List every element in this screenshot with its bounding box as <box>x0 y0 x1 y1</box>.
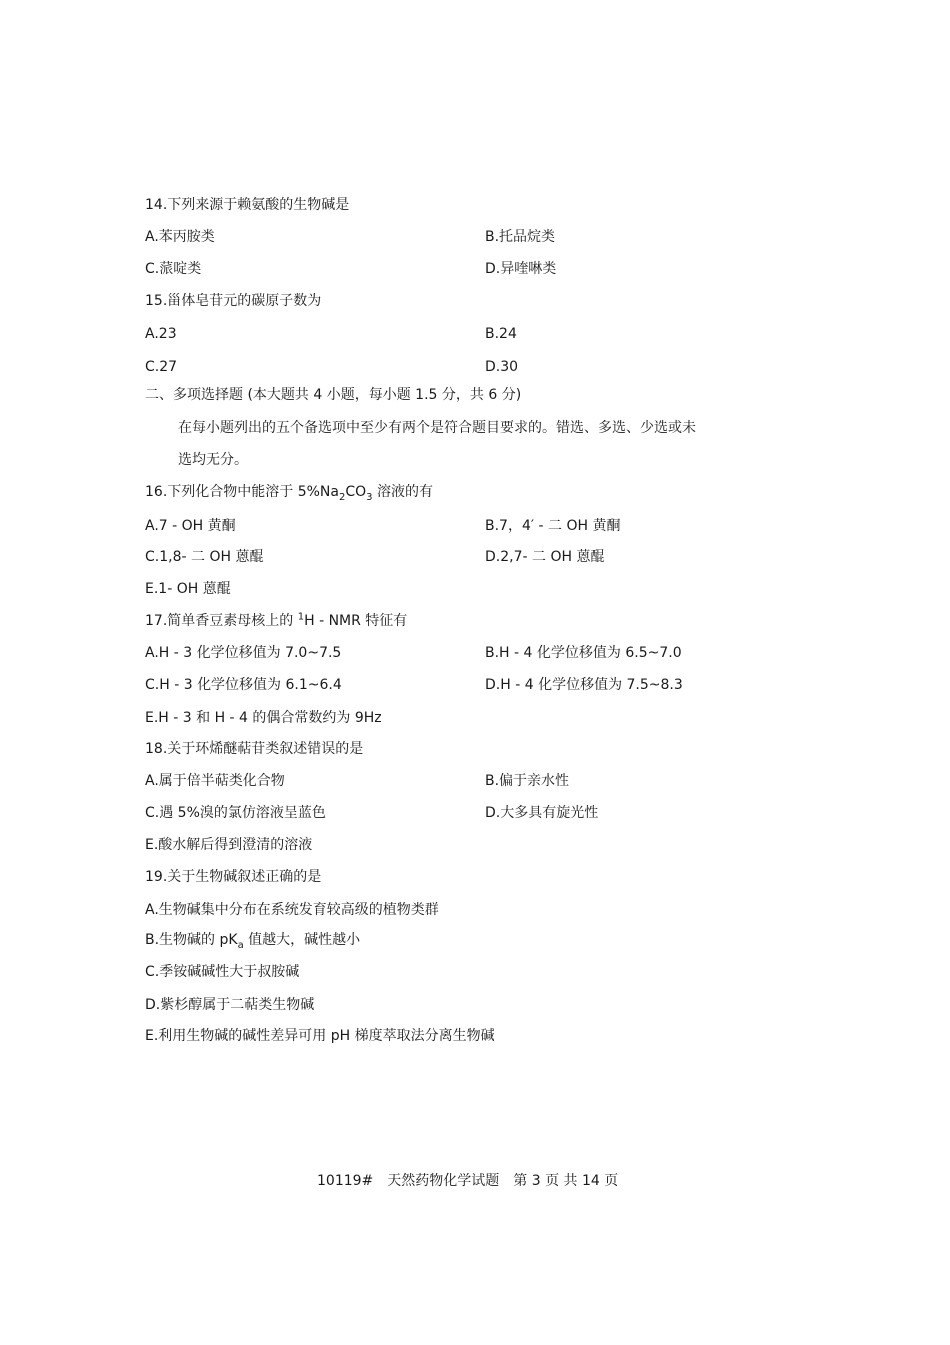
q18-option-a: A.属于倍半萜类化合物 <box>145 773 285 789</box>
q19-option-b-pre: B.生物碱的 pK <box>145 932 238 948</box>
q17-option-d: D.H - 4 化学位移值为 7.5~8.3 <box>485 677 683 693</box>
footer-code: 10119# <box>317 1173 374 1189</box>
q17-stem <box>145 612 407 630</box>
q15-option-c: C.27 <box>145 359 178 375</box>
q16-stem <box>145 483 433 501</box>
q17-option-b: B.H - 4 化学位移值为 6.5~7.0 <box>485 645 682 661</box>
q19-option-c: C.季铵碱碱性大于叔胺碱 <box>145 964 300 980</box>
q19-subscript-a: a <box>237 939 244 951</box>
q17-stem-pre: 17.简单香豆素母核上的 <box>145 613 298 629</box>
q19-option-a: A.生物碱集中分布在系统发育较高级的植物类群 <box>145 902 439 918</box>
footer-page-number: 第 3 页 共 14 页 <box>513 1173 619 1189</box>
q17-option-c: C.H - 3 化学位移值为 6.1~6.4 <box>145 677 342 693</box>
q18-option-e: E.酸水解后得到澄清的溶液 <box>145 837 313 853</box>
q14-option-d: D.异喹啉类 <box>485 261 557 277</box>
q16-stem-post: 溶液的有 <box>372 484 433 500</box>
q15-option-a: A.23 <box>145 326 177 342</box>
q16-stem-mid: CO <box>345 484 367 500</box>
q15-option-b: B.24 <box>485 326 517 342</box>
q15-option-d: D.30 <box>485 359 519 375</box>
q19-option-e: E.利用生物碱的碱性差异可用 pH 梯度萃取法分离生物碱 <box>145 1028 495 1044</box>
q16-subscript-3: 3 <box>366 491 373 503</box>
q16-option-e: E.1- OH 蒽醌 <box>145 581 231 597</box>
section2-instruction-line2: 选均无分。 <box>178 452 248 468</box>
q14-option-b: B.托品烷类 <box>485 229 556 245</box>
section2-title: 二、多项选择题 (本大题共 4 小题，每小题 1.5 分，共 6 分) <box>145 387 522 403</box>
q18-option-b: B.偏于亲水性 <box>485 773 570 789</box>
q16-subscript-2: 2 <box>338 491 346 503</box>
q19-stem: 19.关于生物碱叙述正确的是 <box>145 869 322 885</box>
q16-stem-pre: 16.下列化合物中能溶于 5%Na <box>145 484 339 500</box>
q17-stem-post: H - NMR 特征有 <box>304 613 408 629</box>
q18-stem: 18.关于环烯醚萜苷类叙述错误的是 <box>145 741 364 757</box>
q16-option-b: B.7，4′ - 二 OH 黄酮 <box>485 518 621 534</box>
page-footer <box>317 1170 618 1190</box>
q15-stem: 15.甾体皂苷元的碳原子数为 <box>145 293 322 309</box>
q14-option-c: C.蒎啶类 <box>145 261 202 277</box>
q16-option-d: D.2,7- 二 OH 蒽醌 <box>485 549 605 565</box>
q19-option-b <box>145 931 360 949</box>
q17-superscript: 1 <box>297 611 305 623</box>
q18-option-d: D.大多具有旋光性 <box>485 805 599 821</box>
section2-instruction-line1: 在每小题列出的五个备选项中至少有两个是符合题目要求的。错选、多选、少选或未 <box>178 420 696 436</box>
footer-title: 天然药物化学试题 <box>387 1173 500 1189</box>
q14-option-a: A.苯丙胺类 <box>145 229 215 245</box>
q18-option-c: C.遇 5%溴的氯仿溶液呈蓝色 <box>145 805 326 821</box>
q14-stem: 14.下列来源于赖氨酸的生物碱是 <box>145 197 350 213</box>
q19-option-d: D.紫杉醇属于二萜类生物碱 <box>145 997 315 1013</box>
q16-option-a: A.7 - OH 黄酮 <box>145 518 236 534</box>
q17-option-e: E.H - 3 和 H - 4 的偶合常数约为 9Hz <box>145 710 382 726</box>
q17-option-a: A.H - 3 化学位移值为 7.0~7.5 <box>145 645 342 661</box>
q19-option-b-post: 值越大，碱性越小 <box>243 932 361 948</box>
q16-option-c: C.1,8- 二 OH 蒽醌 <box>145 549 264 565</box>
